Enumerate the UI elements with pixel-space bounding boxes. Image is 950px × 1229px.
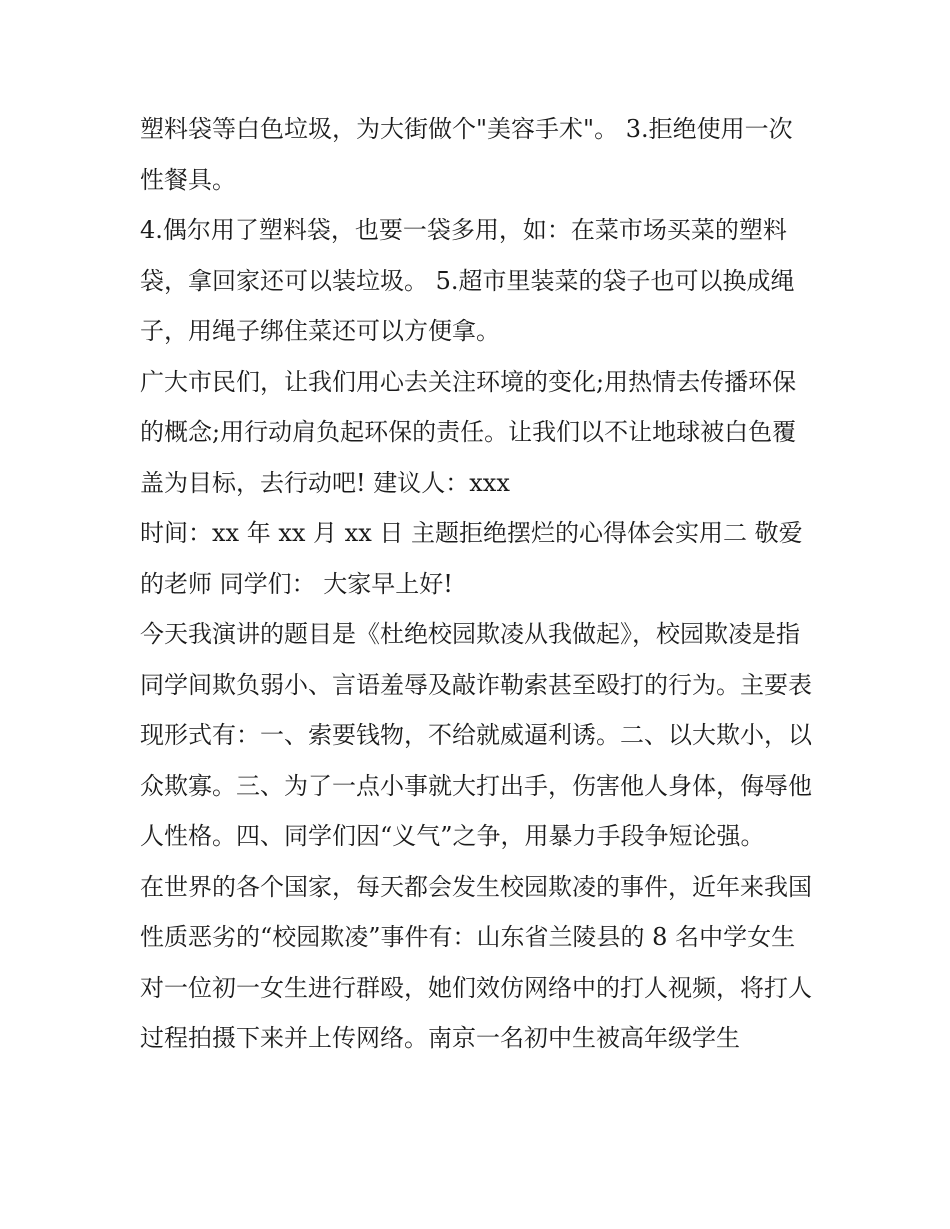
paragraph-call-to-action: 广大市民们，让我们用心去关注环境的变化;用热情去传播环保的概念;用行动肩负起环保的责任。让我们以不让地球被白色覆盖为目标，去行动吧! 建议人：xxx: [140, 367, 797, 497]
paragraph-plastic-bags: 塑料袋等白色垃圾，为大街做个"美容手术"。 3.拒绝使用一次性餐具。: [140, 115, 793, 194]
paragraph-reuse-bags: 4.偶尔用了塑料袋，也要一袋多用，如：在菜市场买菜的塑料袋，拿回家还可以装垃圾。 5.超市里装菜的袋子也可以换成绳子，用绳子绑住菜还可以方便拿。: [140, 216, 795, 345]
document-body: [140, 104, 815, 1064]
paragraph-speech-topic: 今天我演讲的题目是《杜绝校园欺凌从我做起》，校园欺凌是指同学间欺负弱小、言语羞辱及敲诈勒索甚至殴打的行为。主要表现形式有：一、索要钱物，不给就威逼利诱。二、以大欺小，以众欺寡。三、为了一点小事就大打出手，伤害他人身体，侮辱他人性格。四、同学们因“义气”之争，用暴力手段争短论强。: [140, 620, 812, 850]
paragraph-bullying-cases: 在世界的各个国家，每天都会发生校园欺凌的事件，近年来我国性质恶劣的“校园欺凌”事件有：山东省兰陵县的 8 名中学女生对一位初一女生进行群殴，她们效仿网络中的打人视频，将打人过程拍摄下来并上传网络。南京一名初中生被高年级学生: [140, 872, 812, 1052]
paragraph-date-greeting: 时间：xx 年 xx 月 xx 日 主题拒绝摆烂的心得体会实用二 敬爱的老师 同学们： 大家早上好!: [140, 519, 803, 598]
